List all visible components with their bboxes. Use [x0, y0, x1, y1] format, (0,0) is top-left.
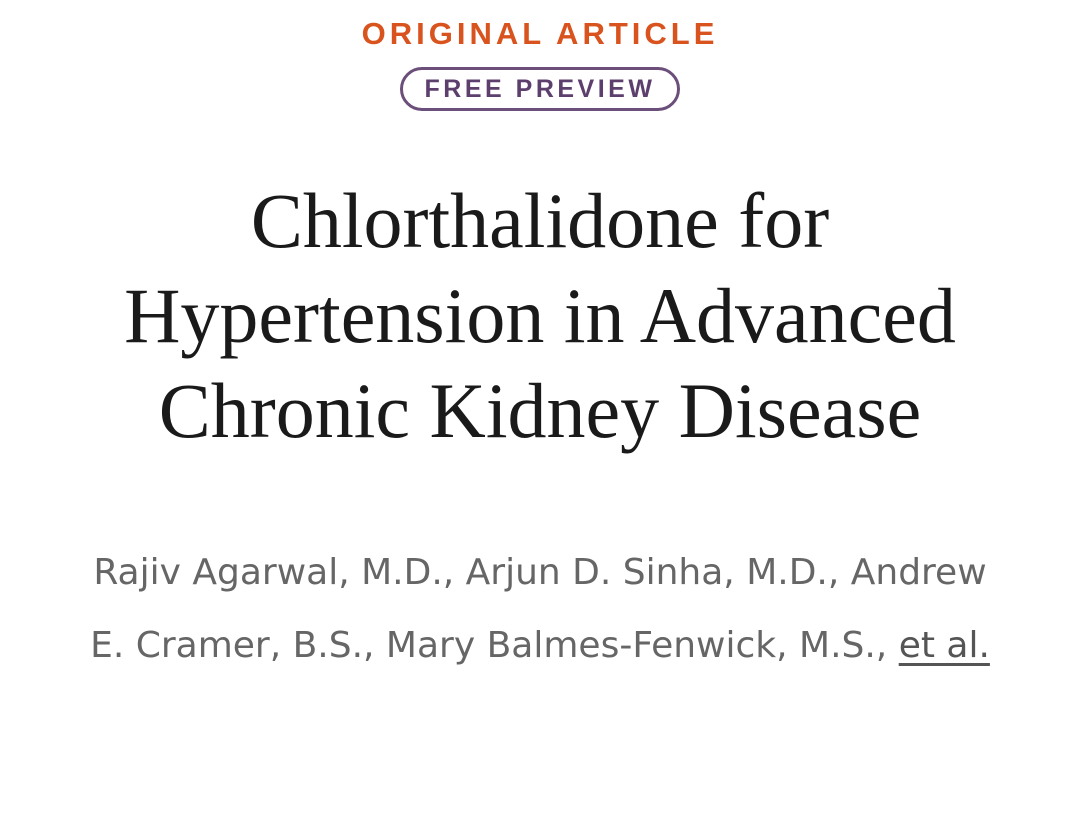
author-list	[90, 536, 990, 682]
free-preview-badge-label: FREE PREVIEW	[424, 74, 656, 103]
free-preview-badge	[400, 67, 681, 111]
article-title: Chlorthalidone for Hypertension in Advanced Chronic Kidney Disease	[124, 177, 956, 454]
article-type-label: ORIGINAL ARTICLE	[361, 16, 719, 51]
author-names: Rajiv Agarwal, M.D., Arjun D. Sinha, M.D., Andrew E. Cramer, B.S., Mary Balmes-Fenwick, M.S.,	[90, 552, 987, 666]
et-al-link[interactable]: et al.	[898, 625, 990, 666]
